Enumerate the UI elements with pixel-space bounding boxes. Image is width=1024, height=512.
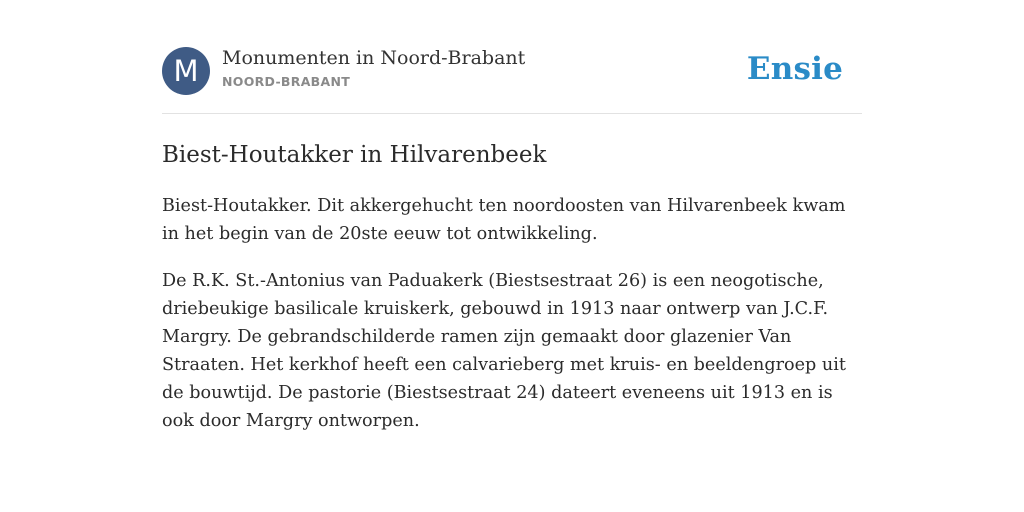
brand-logo[interactable]: Ensie xyxy=(746,51,843,87)
paragraph-intro: Biest-Houtakker. Dit akkergehucht ten noordoosten van Hilvarenbeek kwam in het begin van de 20ste eeuw tot ontwikkeling. xyxy=(162,196,846,244)
avatar[interactable]: M xyxy=(162,47,210,95)
site-title[interactable]: Monumenten in Noord-Brabant xyxy=(222,47,526,69)
card-header xyxy=(162,46,862,114)
article-card xyxy=(162,46,862,435)
region-label[interactable]: NOORD-BRABANT xyxy=(222,74,351,89)
paragraph-church: De R.K. St.-Antonius van Paduakerk (Biestsestraat 26) is een neogotische, driebeukige basilicale kruiskerk, gebouwd in 1913 naar ontwerp van J.C.F. Margry. De gebrandschilderde ramen zijn gemaakt door glazenier Van Straaten. Het kerkhof heeft een calvarieberg met kruis- en beeldengroep uit de bouwtijd. De pastorie (Biestsestraat 24) dateert eveneens uit 1913 en is ook door Margry ontworpen. xyxy=(162,271,846,431)
page-title: Biest-Houtakker in Hilvarenbeek xyxy=(162,142,547,168)
